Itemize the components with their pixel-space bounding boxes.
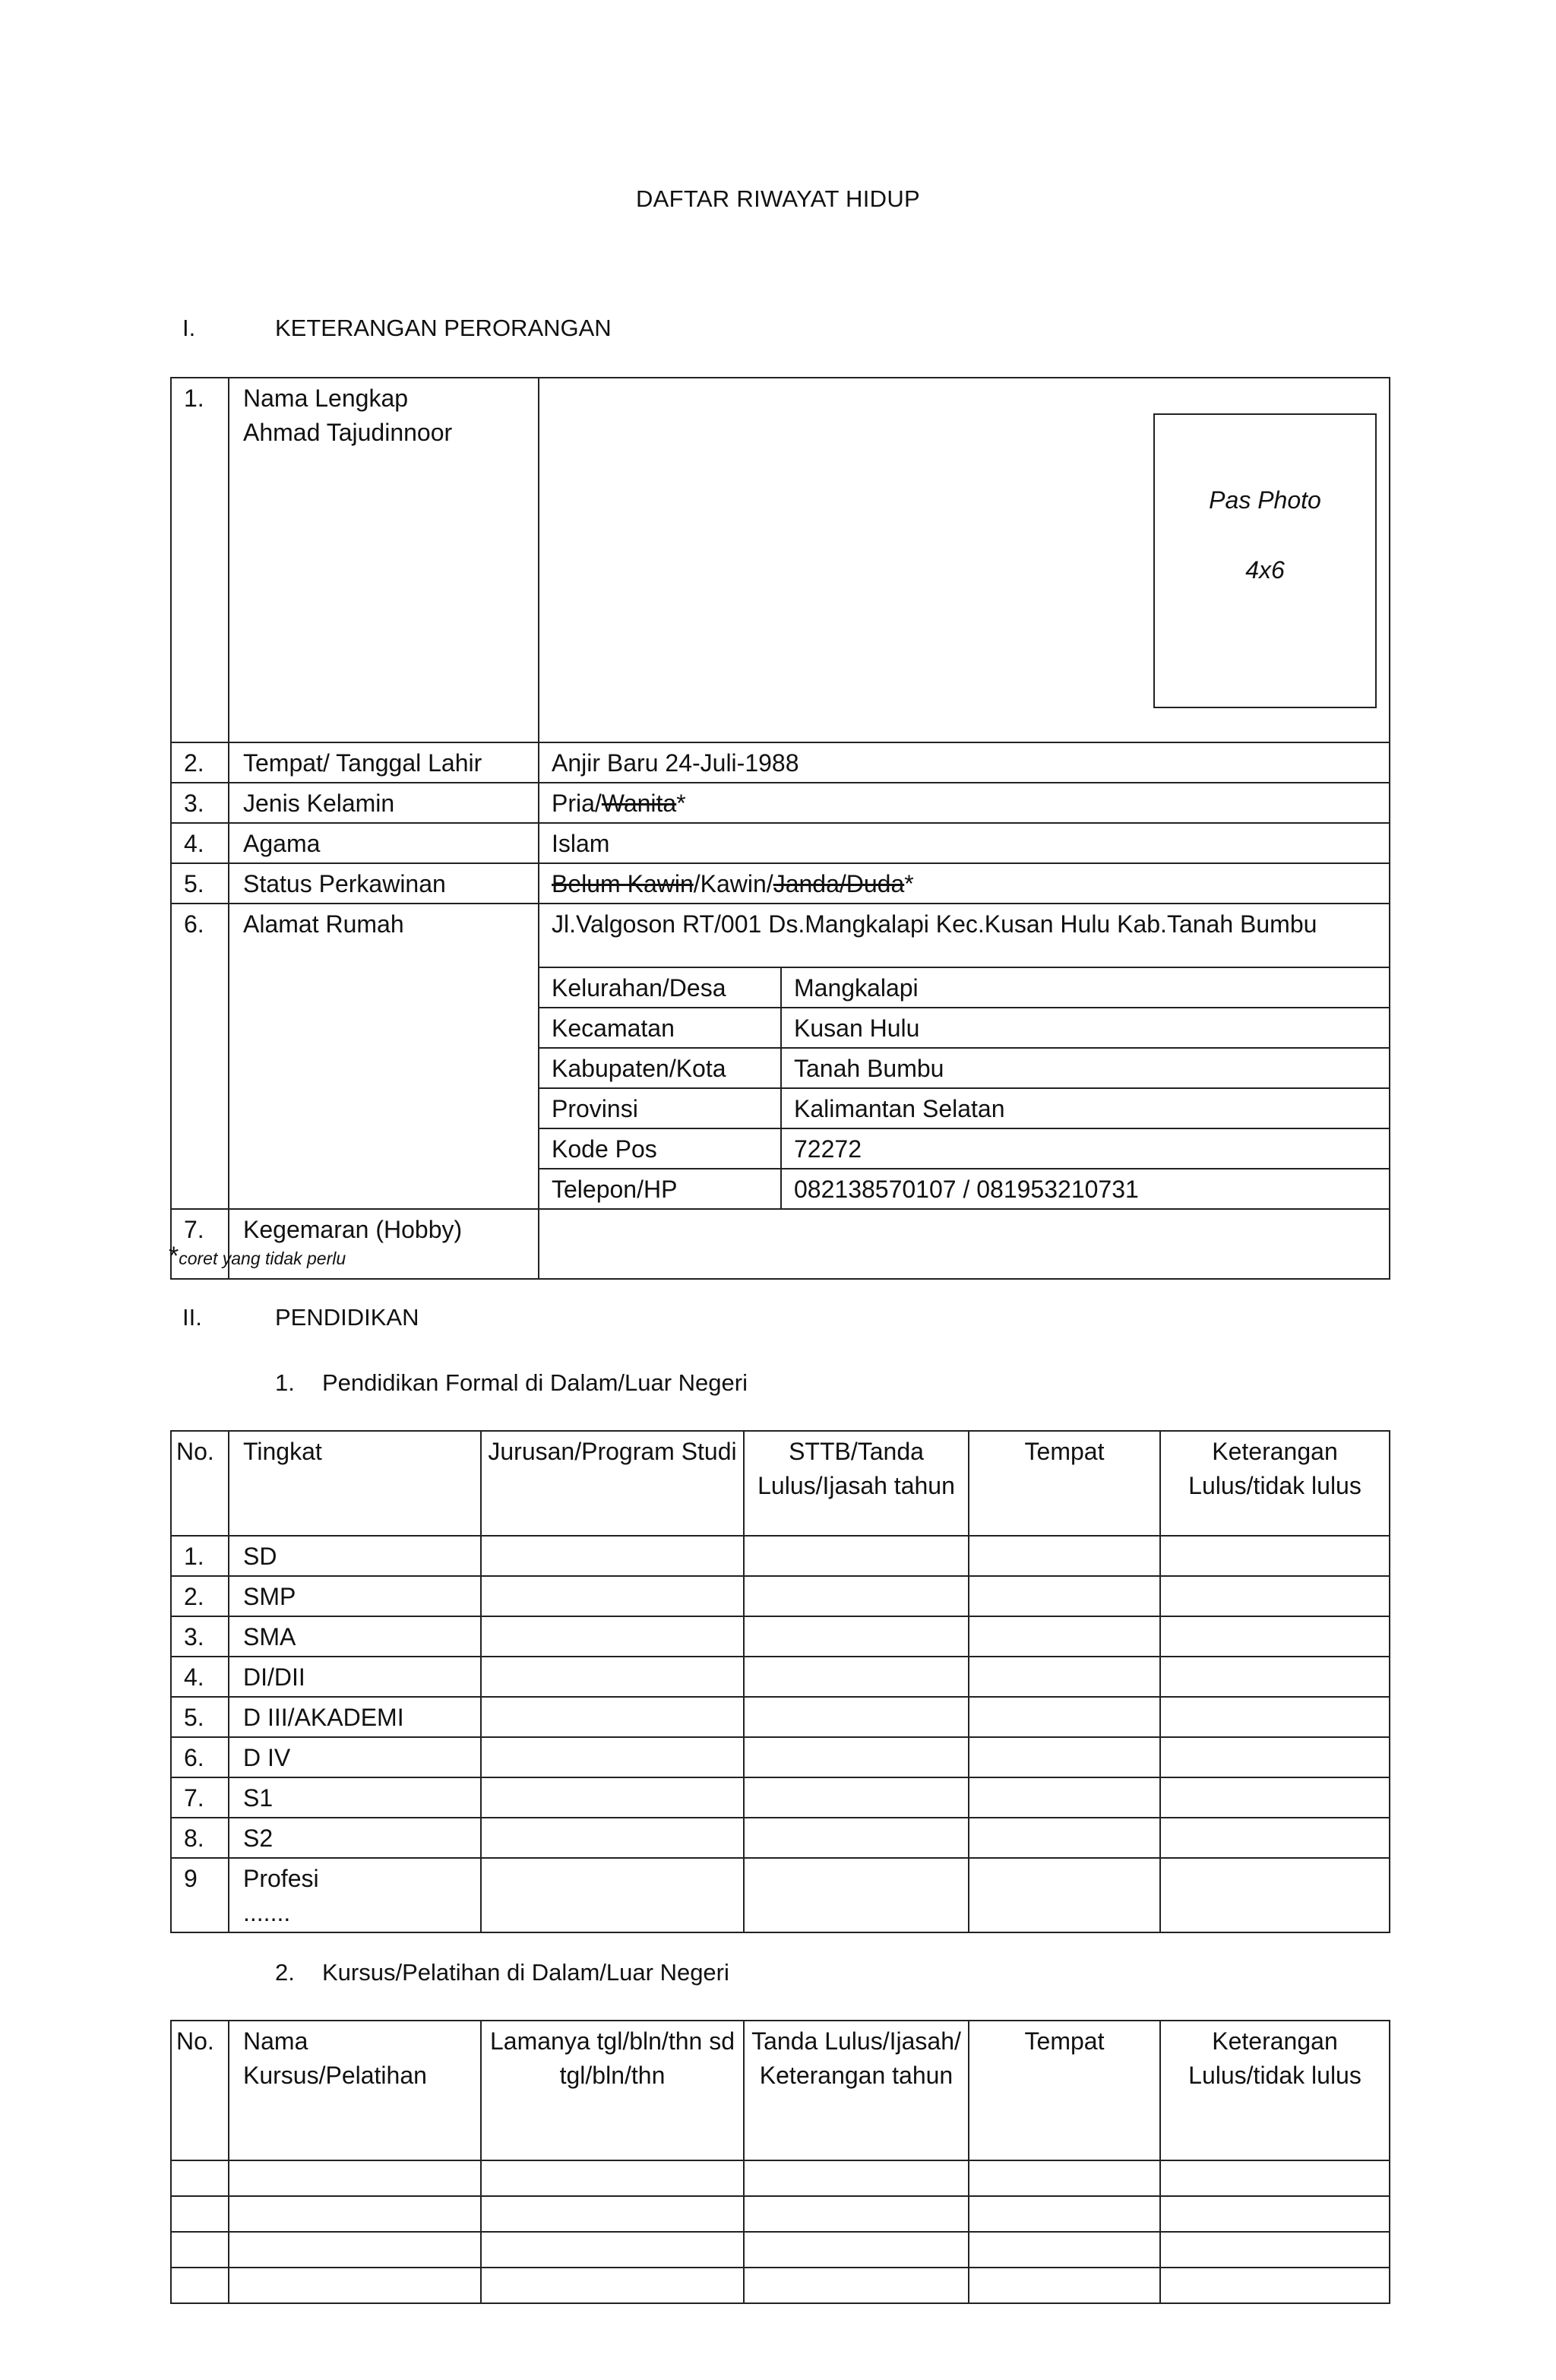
empty-cell <box>1160 1737 1390 1777</box>
row-number: 6. <box>171 904 229 1209</box>
header-status: Keterangan Lulus/tidak lulus <box>1160 2021 1390 2160</box>
table-row <box>171 1818 1390 1858</box>
detail-label: Kode Pos <box>539 1128 781 1169</box>
empty-cell <box>969 1657 1160 1697</box>
empty-cell <box>744 1737 969 1777</box>
detail-value: 72272 <box>781 1128 1390 1169</box>
empty-cell <box>481 2160 744 2196</box>
detail-value: 082138570107 / 081953210731 <box>781 1169 1390 1208</box>
row-number: 4. <box>171 1657 229 1697</box>
training-table <box>170 2020 1390 2304</box>
asterisk: * <box>904 870 914 897</box>
empty-cell <box>229 2268 481 2303</box>
address-detail-row <box>539 967 1390 1008</box>
empty-cell <box>744 1818 969 1858</box>
empty-cell <box>229 2196 481 2232</box>
empty-cell <box>1160 2196 1390 2232</box>
row-marital <box>171 863 1390 904</box>
header-status: Keterangan Lulus/tidak lulus <box>1160 1431 1390 1536</box>
empty-cell <box>1160 2232 1390 2268</box>
row-number: 2. <box>171 1576 229 1616</box>
subsection-2-title: Kursus/Pelatihan di Dalam/Luar Negeri <box>322 1959 729 1986</box>
table-header-row <box>171 2021 1390 2160</box>
gender-option-pria: Pria/ <box>552 790 602 817</box>
empty-cell <box>171 2196 229 2232</box>
empty-cell <box>1160 1576 1390 1616</box>
header-no: No. <box>171 1431 229 1536</box>
education-level: DI/DII <box>229 1657 481 1697</box>
empty-cell <box>744 1536 969 1576</box>
table-row <box>171 1737 1390 1777</box>
subsection-1-title: Pendidikan Formal di Dalam/Luar Negeri <box>322 1369 748 1396</box>
table-row <box>171 1697 1390 1737</box>
marital-option-kawin: /Kawin/ <box>693 870 773 897</box>
detail-label: Kelurahan/Desa <box>539 967 781 1008</box>
subsection-2-number: 2. <box>275 1959 295 1986</box>
empty-cell <box>481 1697 744 1737</box>
empty-cell <box>481 2232 744 2268</box>
table-row <box>171 1657 1390 1697</box>
empty-cell <box>481 1737 744 1777</box>
table-row <box>171 1616 1390 1657</box>
education-level-extra: ....... <box>243 1899 291 1926</box>
empty-cell <box>1160 1858 1390 1932</box>
photo-label: Pas Photo <box>1209 486 1321 514</box>
empty-cell <box>744 2268 969 2303</box>
empty-cell <box>969 1858 1160 1932</box>
header-level: Tingkat <box>229 1431 481 1536</box>
education-level: S2 <box>229 1818 481 1858</box>
address-detail-row <box>539 1128 1390 1169</box>
table-row <box>171 1777 1390 1818</box>
header-course-name: Nama Kursus/Pelatihan <box>229 2021 481 2160</box>
table-row <box>171 2232 1390 2268</box>
empty-cell <box>481 1777 744 1818</box>
address-cell <box>539 904 1390 1209</box>
empty-cell <box>171 2160 229 2196</box>
table-row <box>171 2268 1390 2303</box>
religion-label: Agama <box>229 823 539 863</box>
empty-cell <box>744 1657 969 1697</box>
footnote <box>169 1242 346 1271</box>
empty-cell <box>1160 2160 1390 2196</box>
empty-cell <box>969 2196 1160 2232</box>
empty-cell <box>1160 1818 1390 1858</box>
table-row <box>171 1576 1390 1616</box>
header-major: Jurusan/Program Studi <box>481 1431 744 1536</box>
header-no: No. <box>171 2021 229 2160</box>
row-number: 3. <box>171 783 229 823</box>
table-row <box>171 1536 1390 1576</box>
marital-value <box>539 863 1390 904</box>
row-religion <box>171 823 1390 863</box>
detail-value: Tanah Bumbu <box>781 1048 1390 1088</box>
asterisk: * <box>676 790 686 817</box>
section-1-number: I. <box>182 315 196 341</box>
header-place: Tempat <box>969 1431 1160 1536</box>
empty-cell <box>1160 1777 1390 1818</box>
row-number: 2. <box>171 742 229 783</box>
gender-value <box>539 783 1390 823</box>
birth-label: Tempat/ Tanggal Lahir <box>229 742 539 783</box>
row-number: 6. <box>171 1737 229 1777</box>
address-label: Alamat Rumah <box>229 904 539 1209</box>
footnote-asterisk: * <box>169 1242 179 1271</box>
empty-cell <box>744 2160 969 2196</box>
gender-option-wanita-struck: Wanita <box>601 790 677 817</box>
name-label: Nama Lengkap <box>243 385 409 412</box>
name-cell <box>229 378 539 742</box>
row-gender <box>171 783 1390 823</box>
empty-cell <box>969 1697 1160 1737</box>
row-number: 3. <box>171 1616 229 1657</box>
education-level: D IV <box>229 1737 481 1777</box>
empty-cell <box>969 1536 1160 1576</box>
row-birth <box>171 742 1390 783</box>
empty-cell <box>744 1858 969 1932</box>
empty-cell <box>744 1616 969 1657</box>
gender-label: Jenis Kelamin <box>229 783 539 823</box>
empty-cell <box>969 1737 1160 1777</box>
empty-cell <box>229 2232 481 2268</box>
empty-cell <box>744 2232 969 2268</box>
empty-cell <box>171 2232 229 2268</box>
photo-placeholder <box>1153 413 1377 708</box>
marital-option-belum-kawin-struck: Belum Kawin <box>552 870 694 897</box>
footnote-text: coret yang tidak perlu <box>179 1249 346 1268</box>
name-value: Ahmad Tajudinnoor <box>243 419 453 446</box>
table-row <box>171 1858 1390 1932</box>
religion-value: Islam <box>539 823 1390 863</box>
row-number: 4. <box>171 823 229 863</box>
header-place: Tempat <box>969 2021 1160 2160</box>
row-number: 5. <box>171 863 229 904</box>
education-level: D III/AKADEMI <box>229 1697 481 1737</box>
empty-cell <box>1160 1697 1390 1737</box>
detail-label: Kabupaten/Kota <box>539 1048 781 1088</box>
photo-size: 4x6 <box>1245 556 1285 584</box>
empty-cell <box>969 2268 1160 2303</box>
empty-cell <box>481 1616 744 1657</box>
row-number: 8. <box>171 1818 229 1858</box>
empty-cell <box>1160 1616 1390 1657</box>
empty-cell <box>229 2160 481 2196</box>
empty-cell <box>481 2196 744 2232</box>
empty-cell <box>969 2232 1160 2268</box>
subsection-1-number: 1. <box>275 1369 295 1396</box>
header-certificate: STTB/Tanda Lulus/Ijasah tahun <box>744 1431 969 1536</box>
header-certificate: Tanda Lulus/Ijasah/ Keterangan tahun <box>744 2021 969 2160</box>
row-address <box>171 904 1390 1209</box>
hobby-value <box>539 1209 1390 1279</box>
section-1-title: KETERANGAN PERORANGAN <box>275 315 612 341</box>
table-row <box>171 2160 1390 2196</box>
section-2-title: PENDIDIKAN <box>275 1304 419 1331</box>
education-level-cell <box>229 1858 481 1932</box>
address-detail-row <box>539 1169 1390 1208</box>
empty-cell <box>1160 2268 1390 2303</box>
formal-education-table <box>170 1430 1390 1933</box>
education-level: SD <box>229 1536 481 1576</box>
education-level: Profesi <box>243 1865 319 1892</box>
education-level: SMP <box>229 1576 481 1616</box>
marital-option-janda-duda-struck: Janda/Duda <box>773 870 905 897</box>
row-number: 1. <box>171 378 229 742</box>
empty-cell <box>171 2268 229 2303</box>
empty-cell <box>744 1576 969 1616</box>
hobby-label: Kegemaran (Hobby) <box>229 1209 539 1279</box>
empty-cell <box>969 1576 1160 1616</box>
row-number: 5. <box>171 1697 229 1737</box>
detail-label: Telepon/HP <box>539 1169 781 1208</box>
empty-cell <box>969 1777 1160 1818</box>
detail-label: Kecamatan <box>539 1008 781 1048</box>
empty-cell <box>481 1858 744 1932</box>
detail-label: Provinsi <box>539 1088 781 1128</box>
header-duration: Lamanya tgl/bln/thn sd tgl/bln/thn <box>481 2021 744 2160</box>
address-detail-table <box>539 967 1390 1208</box>
row-number: 9 <box>171 1858 229 1932</box>
empty-cell <box>1160 1536 1390 1576</box>
empty-cell <box>481 2268 744 2303</box>
document-title: DAFTAR RIWAYAT HIDUP <box>636 185 920 212</box>
marital-label: Status Perkawinan <box>229 863 539 904</box>
empty-cell <box>744 1697 969 1737</box>
table-row <box>171 2196 1390 2232</box>
address-detail-row <box>539 1048 1390 1088</box>
detail-value: Kalimantan Selatan <box>781 1088 1390 1128</box>
row-number: 7. <box>171 1209 229 1279</box>
education-level: SMA <box>229 1616 481 1657</box>
detail-value: Kusan Hulu <box>781 1008 1390 1048</box>
row-number: 1. <box>171 1536 229 1576</box>
address-value: Jl.Valgoson RT/001 Ds.Mangkalapi Kec.Kusan Hulu Kab.Tanah Bumbu <box>552 910 1317 938</box>
table-header-row <box>171 1431 1390 1536</box>
address-detail-row <box>539 1088 1390 1128</box>
empty-cell <box>969 1818 1160 1858</box>
empty-cell <box>969 2160 1160 2196</box>
empty-cell <box>1160 1657 1390 1697</box>
row-hobby <box>171 1209 1390 1279</box>
birth-value: Anjir Baru 24-Juli-1988 <box>539 742 1390 783</box>
empty-cell <box>481 1818 744 1858</box>
row-number: 7. <box>171 1777 229 1818</box>
empty-cell <box>481 1657 744 1697</box>
address-detail-row <box>539 1008 1390 1048</box>
empty-cell <box>969 1616 1160 1657</box>
empty-cell <box>744 2196 969 2232</box>
section-2-number: II. <box>182 1304 202 1331</box>
detail-value: Mangkalapi <box>781 967 1390 1008</box>
empty-cell <box>481 1576 744 1616</box>
education-level: S1 <box>229 1777 481 1818</box>
empty-cell <box>744 1777 969 1818</box>
empty-cell <box>481 1536 744 1576</box>
